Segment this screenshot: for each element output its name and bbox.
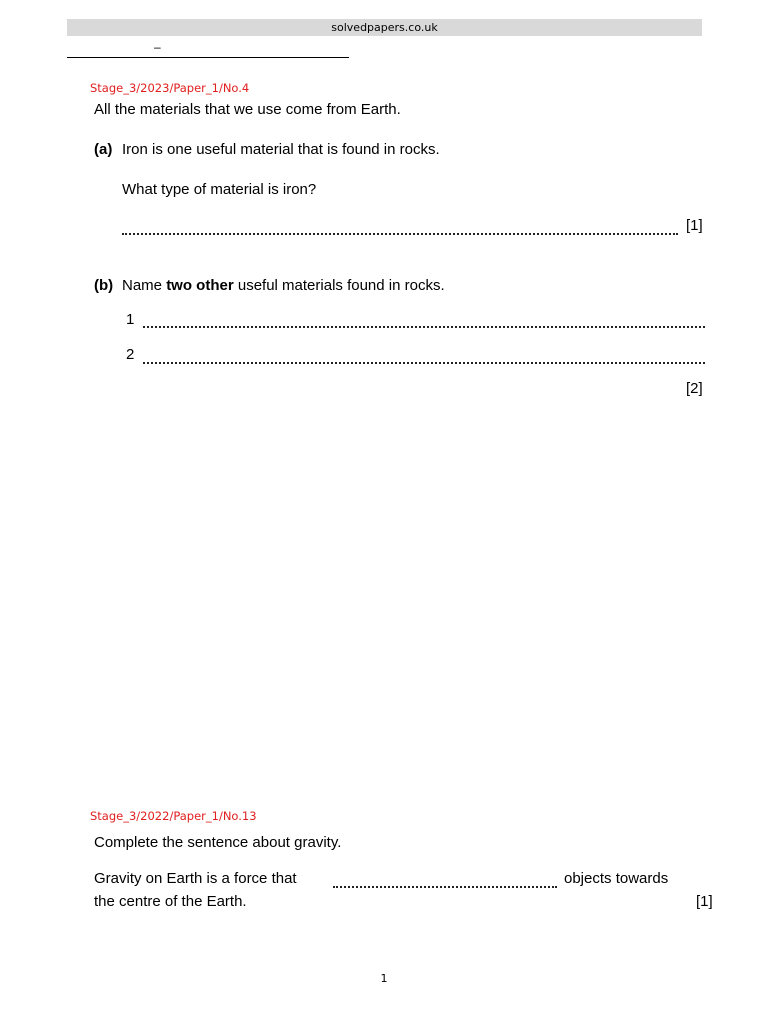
q1b-line1-number: 1 bbox=[126, 311, 135, 328]
q1b-answer-line-1[interactable] bbox=[143, 326, 705, 328]
q1b-text bbox=[122, 277, 445, 295]
q1a-text: Iron is one useful material that is found in rocks. bbox=[122, 141, 440, 158]
q2-intro: Complete the sentence about gravity. bbox=[94, 834, 342, 851]
q1a-label: (a) bbox=[94, 141, 113, 158]
q2-sentence-end: the centre of the Earth. bbox=[94, 893, 247, 910]
q1-intro: All the materials that we use come from Earth. bbox=[94, 101, 401, 118]
q1a-mark: [1] bbox=[686, 217, 703, 234]
q1b-mark: [2] bbox=[686, 380, 703, 397]
site-header-bar bbox=[67, 19, 702, 36]
q2-sentence-start: Gravity on Earth is a force that bbox=[94, 870, 297, 887]
header-dash: – bbox=[154, 40, 161, 54]
q2-reference: Stage_3/2022/Paper_1/No.13 bbox=[90, 809, 257, 823]
q1-reference: Stage_3/2023/Paper_1/No.4 bbox=[90, 81, 250, 95]
q1b-line2-number: 2 bbox=[126, 346, 135, 363]
q1a-question: What type of material is iron? bbox=[122, 181, 317, 198]
q2-answer-blank[interactable] bbox=[333, 886, 557, 888]
q2-mark: [1] bbox=[696, 893, 713, 910]
q1b-label: (b) bbox=[94, 277, 114, 294]
q2-sentence-mid: objects towards bbox=[564, 870, 669, 887]
q1b-text-post: useful materials found in rocks. bbox=[233, 277, 445, 294]
site-name: solvedpapers.co.uk bbox=[331, 21, 438, 34]
header-rule bbox=[67, 57, 349, 58]
page-number: 1 bbox=[380, 972, 388, 985]
q1b-text-pre: Name bbox=[122, 277, 167, 294]
q1a-answer-line[interactable] bbox=[122, 233, 678, 235]
q1b-text-bold: two other bbox=[166, 277, 234, 294]
q1b-answer-line-2[interactable] bbox=[143, 362, 705, 364]
